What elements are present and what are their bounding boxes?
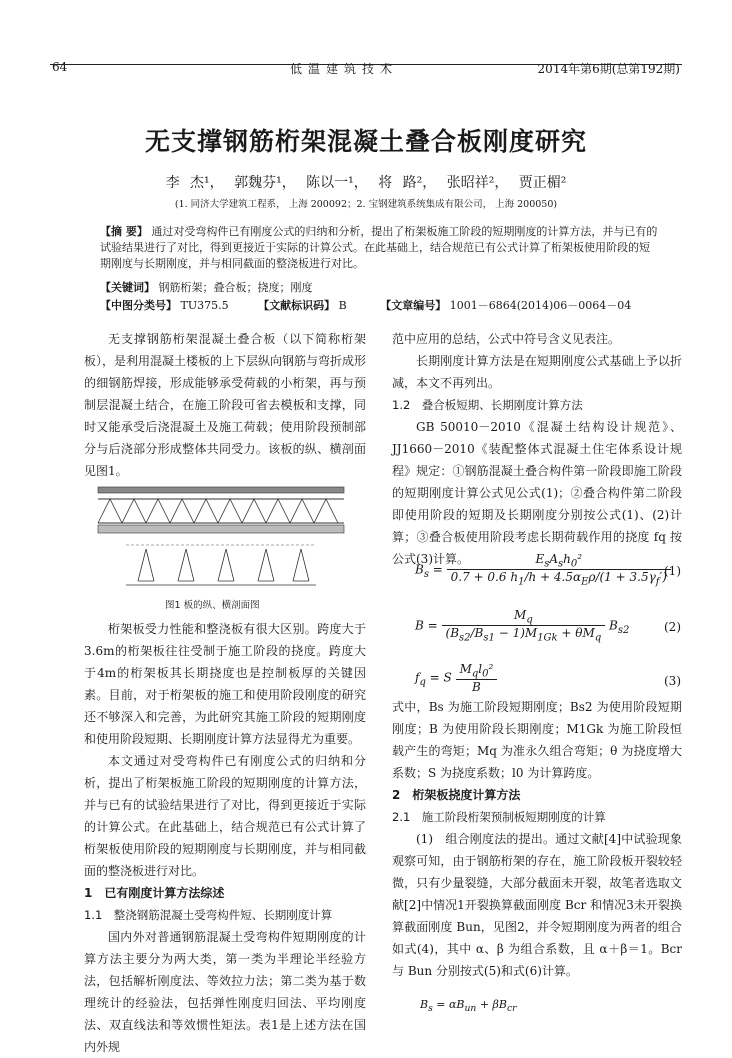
slab-section-figure — [96, 485, 346, 595]
keywords-label: 【关键词】 — [100, 281, 155, 294]
equation-2-number: (2) — [664, 620, 681, 634]
paragraph-symbols: 式中，Bs 为施工阶段短期刚度；Bs2 为使用阶段短期刚度；B 为使用阶段长期刚度；M1Gk 为施工阶段恒载产生的弯矩；Mq 为准永久组合弯矩；θ 为挠度增大系数；S 为挠度系数；l0 为计算跨度。 — [392, 700, 682, 780]
right-column-top — [392, 328, 682, 570]
paragraph-behavior: 桁架板受力性能和整浇板有很大区别。跨度大于3.6m的桁架板往往受制于施工阶段的挠度。跨度大于4m的桁架板其长期挠度也是控制板厚的关键因素。目前，对于桁架板的施工和使用阶段刚度的研究还不够深入和完善，为此研究其施工阶段的短期刚度和使用阶段短期、长期刚度计算方法显得尤为重要。 — [84, 622, 366, 746]
right-column-bottom — [392, 696, 682, 982]
article-number-value: 1001－6864(2014)06－0064－04 — [449, 299, 632, 312]
section-1-1-heading: 1.1 整浇钢筋混凝土受弯构件短、长期刚度计算 — [84, 908, 333, 922]
paragraph-continued: 范中应用的总结，公式中符号含义见表注。 — [392, 332, 621, 346]
figure-caption: 图1 板的纵、横剖面图 — [165, 600, 260, 611]
classification-line — [100, 298, 660, 314]
running-header — [0, 38, 732, 76]
abstract-label: 【摘 要】 — [100, 225, 148, 238]
left-column-bottom — [84, 618, 366, 1058]
header-rule — [50, 64, 682, 65]
journal-name: 低温建筑技术 — [290, 62, 399, 76]
paragraph-code-provisions: GB 50010－2010《混凝土结构设计规范》、JJ1660－2010《装配整体式混凝土住宅体系设计规程》规定：①钢筋混凝土叠合构件第一阶段即施工阶段的短期刚度计算公式见公式(1)；②叠合构件第二阶段即使用阶段的短期及长期刚度分别按公式(1)、(2)计算；③叠合板使用阶段考虑长期荷载作用的挠度 fq 按公式(3)计算。 — [392, 420, 682, 566]
paper-title: 无支撑钢筋桁架混凝土叠合板刚度研究 — [144, 127, 587, 156]
section-2-heading: 2 桁架板挠度计算方法 — [392, 788, 521, 802]
equation-4: $B_s = \alpha B_{un} + \beta B_{cr}$ — [420, 998, 517, 1015]
equation-3: $f_q = S$ $\frac{M_ql_0^2}{B}$ — [415, 662, 497, 694]
equation-1: $B_s$ = $\frac{E_sA_sh_0^2}{0.7 + 0.6 h_1/h + 4.5\alpha_E\rho/(1 + 3.5\gamma_f')}$ — [415, 552, 671, 588]
paragraph-combined-stiffness: (1) 组合刚度法的提出。通过文献[4]中试验现象观察可知，由于钢筋桁架的存在，施工阶段板开裂较轻微，只有少量裂缝，大部分截面未开裂，故笔者选取文献[2]中情况1开裂换算截面刚度 Bcr 和情况3未开裂换算截面刚度 Bun，见图2，并令短期刚度为两者的组合如式(4)，其中 α、β 为组合系数，且 α＋β＝1。Bcr 与 Bun 分别按式(5)和式(6)计算。 — [392, 832, 682, 978]
equation-3-number: (3) — [664, 674, 681, 688]
issue-info: 2014年第6期(总第192期) — [537, 62, 680, 76]
left-column-top — [84, 328, 366, 482]
author-list: 李 杰¹， 郭魏芬¹， 陈以一¹， 将 路²， 张昭祥²， 贾正楣² — [165, 175, 567, 191]
paragraph-scope: 本文通过对受弯构件已有刚度公式的归纳和分析，提出了桁架板施工阶段的短期刚度的计算方法，并与已有的试验结果进行了对比，得到更接近于实际的计算公式。在此基础上，结合规范已有公式计算了桁架板使用阶段的短期刚度与长期刚度，并与相同截面的整浇板进行对比。 — [84, 754, 366, 878]
abstract — [100, 224, 660, 272]
section-2-1-heading: 2.1 施工阶段桁架预制板短期刚度的计算 — [392, 810, 606, 824]
clc-label: 【中图分类号】 — [100, 299, 177, 312]
keywords-text: 钢筋桁架；叠合板；挠度；刚度 — [158, 281, 313, 294]
article-number-label: 【文章编号】 — [380, 299, 447, 312]
affiliations: (1. 同济大学建筑工程系， 上海 200092；2. 宝钢建筑系统集成有限公司， 上海 200050) — [174, 199, 558, 210]
doc-code-label: 【文献标识码】 — [258, 299, 336, 312]
keywords-line — [100, 280, 660, 296]
paragraph-methods: 国内外对普通钢筋混凝土受弯构件短期刚度的计算方法主要分为两大类，第一类为半理论半经验方法，包括解析刚度法、等效拉力法；第二类为基于数理统计的经验法，包括弹性刚度归回法、平均刚度法、双直线法和等效惯性矩法。表1是上述方法在国内外规 — [84, 930, 366, 1054]
equation-1-number: (1) — [664, 564, 681, 578]
paragraph-intro: 无支撑钢筋桁架混凝土叠合板（以下简称桁架板），是利用混凝土楼板的上下层纵向钢筋与弯折成形的细钢筋焊接，形成能够承受荷载的小桁架，再与预制层混凝土结合，在施工阶段可省去模板和支撑，同时又能承受后浇混凝土及施工荷载；使用阶段预制部分与后浇部分形成整体共同受力。该板的纵、横剖面见图1。 — [84, 332, 367, 478]
equation-2: B = $\frac{M_q}{(B_{s2}/B_{s1} - 1)M_{1Gk} + \theta M_q}$ $B_{s2}$ — [415, 608, 630, 644]
clc-value: TU375.5 — [180, 299, 229, 312]
section-1-heading: 1 已有刚度计算方法综述 — [84, 886, 225, 900]
page-number: 64 — [52, 60, 68, 74]
doc-code-value: B — [338, 299, 347, 312]
paragraph-long-term: 长期刚度计算方法是在短期刚度公式基础上予以折减，本文不再列出。 — [392, 354, 682, 390]
section-1-2-heading: 1.2 叠合板短期、长期刚度计算方法 — [392, 398, 583, 412]
abstract-text: 通过对受弯构件已有刚度公式的归纳和分析，提出了桁架板施工阶段的短期刚度的计算方法，并与已有的试验结果进行了对比，得到更接近于实际的计算公式。在此基础上，结合规范已有公式计算了桁架板使用阶段的短期刚度与长期刚度，并与相同截面的整浇板进行对比。 — [100, 225, 658, 270]
